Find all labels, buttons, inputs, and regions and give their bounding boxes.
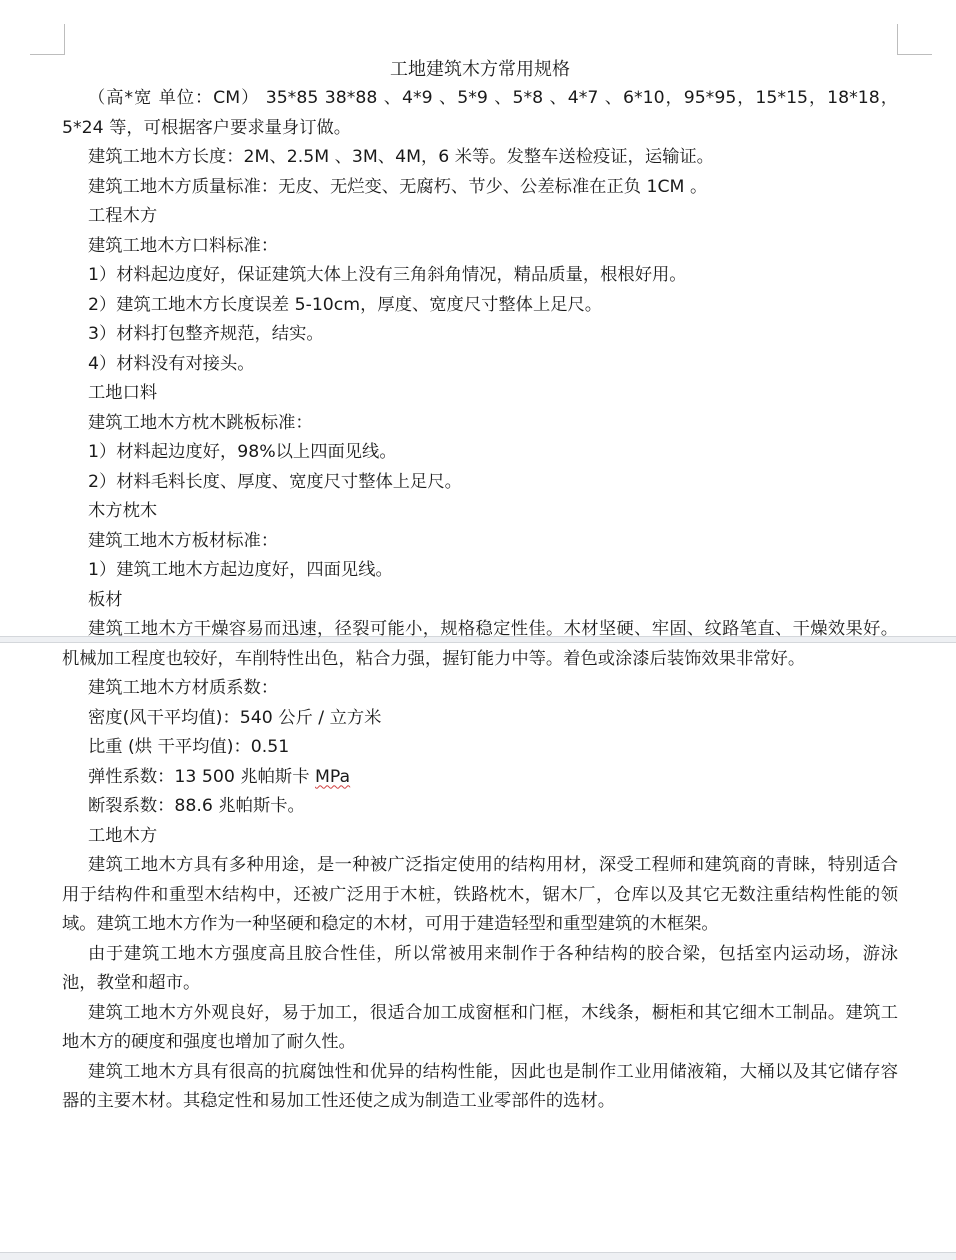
section-heading: 工程木方 bbox=[88, 206, 158, 226]
crop-mark-top-left bbox=[30, 24, 65, 55]
list-item: 2）建筑工地木方长度误差 5-10cm，厚度、宽度尺寸整体上足尺。 bbox=[88, 294, 603, 315]
section-heading: 木方枕木 bbox=[88, 501, 158, 521]
paragraph: 建筑工地木方具有多种用途，是一种被广泛指定使用的结构用材，深受工程师和建筑商的青睐，特别适合用于结构件和重型木结构中，还被广泛用于木桩，铁路枕木，锯木厂，仓库以及其它无数注重结构性能的领域。建筑工地木方作为一种坚硬和稳定的木材，可用于建造轻型和重型建筑的木框架。 bbox=[62, 855, 898, 934]
list-item: 4）材料没有对接头。 bbox=[88, 353, 255, 374]
section-heading: 板材 bbox=[88, 589, 123, 610]
paragraph: 建筑工地木方质量标准：无皮、无烂变、无腐朽、节少、公差标准在正负 1CM 。 bbox=[88, 176, 708, 197]
paragraph: 建筑工地木方长度：2M、2.5M 、3M、4M，6 米等。发整车送检疫证，运输证。 bbox=[88, 147, 714, 167]
paragraph: 建筑工地木方材质系数： bbox=[88, 678, 279, 698]
list-item: 1）材料起边度好，98%以上四面见线。 bbox=[88, 442, 397, 462]
crop-mark-top-right bbox=[897, 24, 932, 55]
elasticity-text: 弹性系数：13 500 兆帕斯卡 bbox=[88, 766, 315, 787]
list-item: 3）材料打包整齐规范，结实。 bbox=[88, 324, 324, 344]
spellcheck-word: MPa bbox=[315, 766, 351, 787]
paragraph: 建筑工地木方板材标准： bbox=[88, 530, 279, 551]
section-heading: 工地木方 bbox=[88, 825, 158, 846]
paragraph: （高*宽 单位：CM） 35*85 38*88 、4*9 、5*9 、5*8 、4*7 、6*10，95*95，15*15，18*18，5*24 等，可根据客户要求量身订做。 bbox=[62, 88, 898, 138]
paragraph: 密度(风干平均值)：540 公斤 / 立方米 bbox=[88, 707, 382, 728]
paragraph: 断裂系数：88.6 兆帕斯卡。 bbox=[88, 796, 305, 816]
paragraph bbox=[62, 763, 898, 793]
section-heading: 工地口料 bbox=[88, 383, 158, 403]
document-body[interactable] bbox=[62, 56, 898, 1117]
paragraph: 建筑工地木方口料标准： bbox=[88, 235, 279, 256]
list-item: 1）建筑工地木方起边度好，四面见线。 bbox=[88, 560, 393, 580]
list-item: 2）材料毛料长度、厚度、宽度尺寸整体上足尺。 bbox=[88, 471, 462, 492]
paragraph: 由于建筑工地木方强度高且胶合性佳，所以常被用来制作于各种结构的胶合梁，包括室内运动场，游泳池，教堂和超市。 bbox=[62, 943, 898, 993]
paragraph: 建筑工地木方干燥容易而迅速，径裂可能小，规格稳定性佳。木材坚硬、牢固、纹路笔直、干燥效果好。机械加工程度也较好，车削特性出色，粘合力强，握钉能力中等。着色或涂漆后装饰效果非常好。 bbox=[62, 619, 898, 669]
paragraph: 比重 (烘 干平均值)：0.51 bbox=[88, 737, 290, 757]
paragraph: 建筑工地木方具有很高的抗腐蚀性和优异的结构性能，因此也是制作工业用储液箱，大桶以及其它储存容器的主要木材。其稳定性和易加工性还使之成为制造工业零部件的选材。 bbox=[62, 1061, 898, 1111]
document-title: 工地建筑木方常用规格 bbox=[390, 59, 570, 80]
paragraph: 建筑工地木方枕木跳板标准： bbox=[88, 412, 313, 433]
list-item: 1）材料起边度好，保证建筑大体上没有三角斜角情况，精品质量，根根好用。 bbox=[88, 265, 687, 285]
paragraph: 建筑工地木方外观良好，易于加工，很适合加工成窗框和门框，木线条，橱柜和其它细木工制品。建筑工地木方的硬度和强度也增加了耐久性。 bbox=[62, 1002, 898, 1052]
